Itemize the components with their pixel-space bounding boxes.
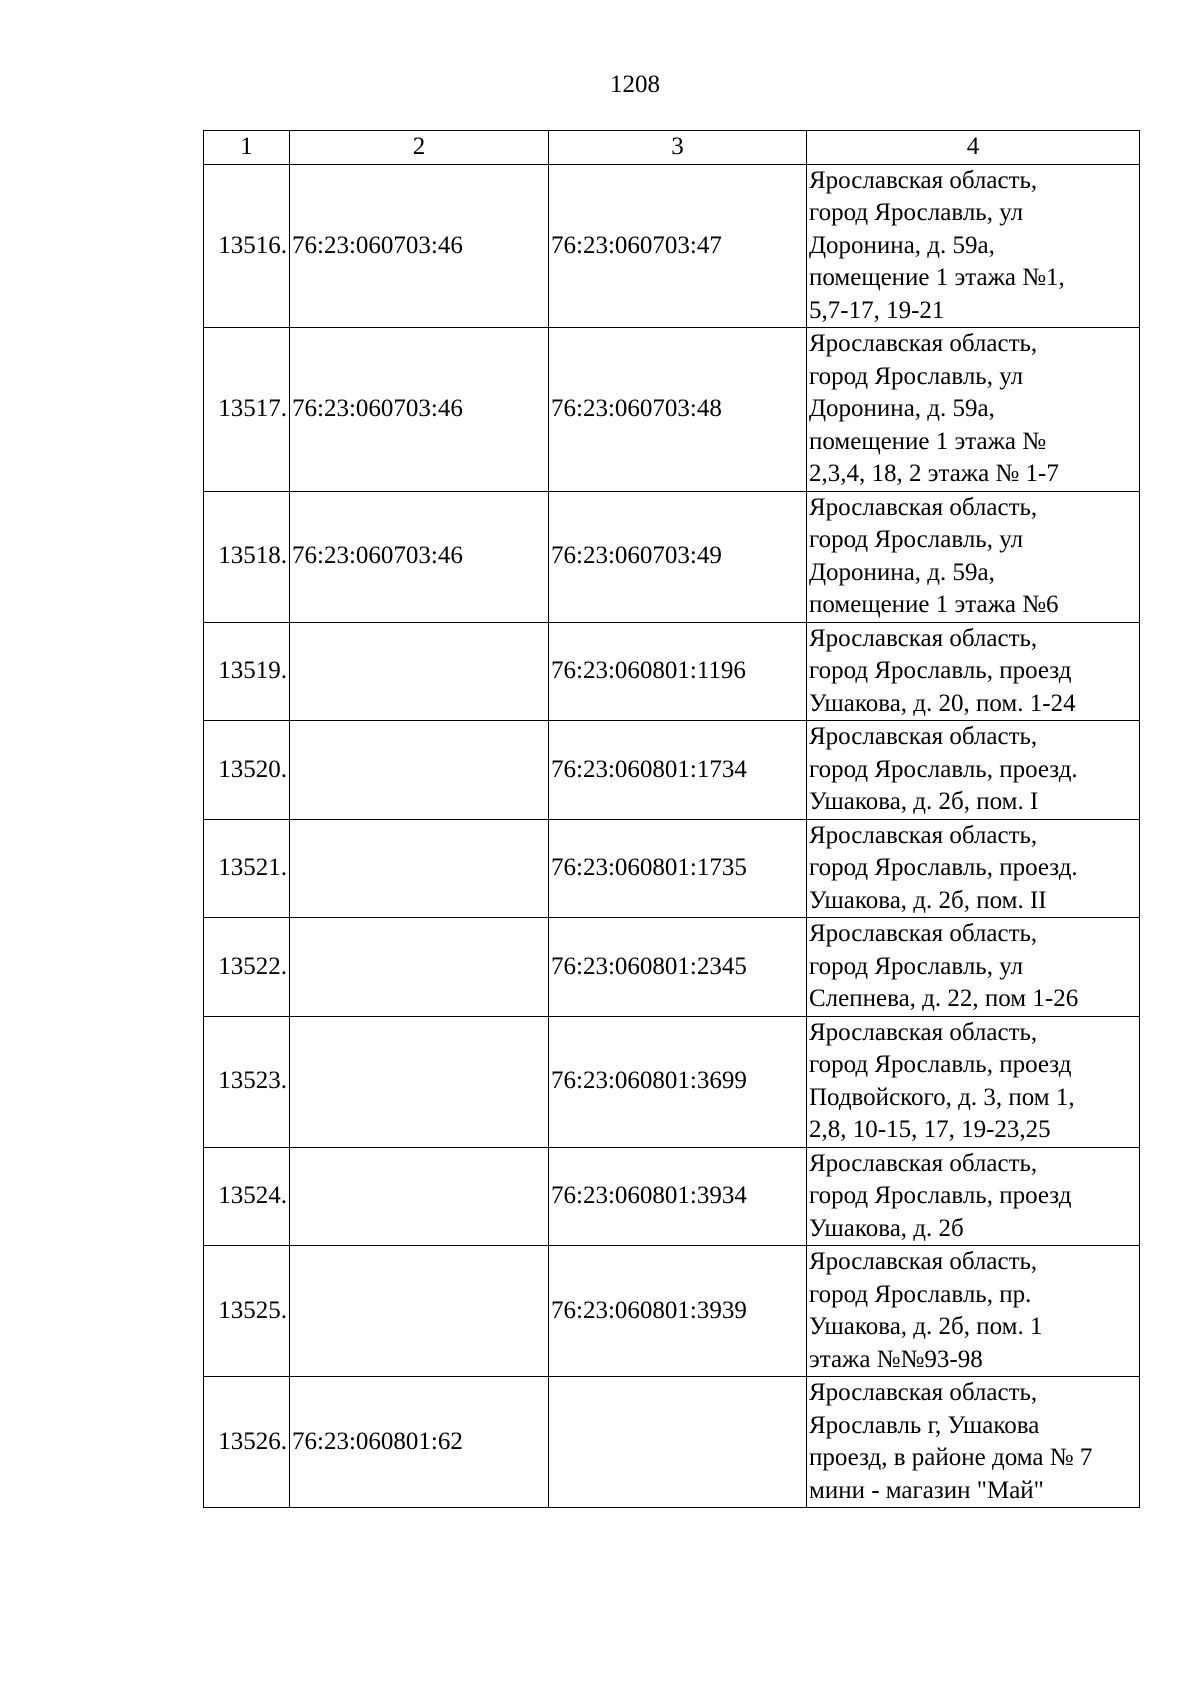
table-header-row bbox=[204, 131, 1140, 165]
row-number-cell: 13525. bbox=[204, 1246, 290, 1377]
address-cell: Ярославская область, город Ярославль, ул Доронина, д. 59а, помещение 1 этажа №6 bbox=[807, 491, 1140, 622]
registry-table bbox=[203, 130, 1140, 1508]
table-row bbox=[204, 164, 1140, 328]
page-number: 1208 bbox=[610, 71, 660, 98]
object-cadastral-number-cell: 76:23:060801:3934 bbox=[549, 1147, 807, 1246]
table-row bbox=[204, 1147, 1140, 1246]
row-number-cell: 13524. bbox=[204, 1147, 290, 1246]
table-row bbox=[204, 491, 1140, 622]
address-cell: Ярославская область, город Ярославль, проезд Подвойского, д. 3, пом 1, 2,8, 10-15, 17, 19-23,25 bbox=[807, 1016, 1140, 1147]
address-cell: Ярославская область, город Ярославль, ул Доронина, д. 59а, помещение 1 этажа № 2,3,4, 18, 2 этажа № 1-7 bbox=[807, 328, 1140, 492]
address-cell: Ярославская область, город Ярославль, проезд Ушакова, д. 2б bbox=[807, 1147, 1140, 1246]
row-number-cell: 13526. bbox=[204, 1377, 290, 1508]
cadastral-number-cell bbox=[290, 918, 549, 1017]
address-cell: Ярославская область, город Ярославль, проезд. Ушакова, д. 2б, пом. II bbox=[807, 819, 1140, 918]
object-cadastral-number-cell: 76:23:060703:47 bbox=[549, 164, 807, 328]
registry-table-body bbox=[204, 131, 1140, 1508]
column-header: 2 bbox=[290, 131, 549, 165]
column-header: 1 bbox=[204, 131, 290, 165]
row-number-cell: 13516. bbox=[204, 164, 290, 328]
row-number-cell: 13521. bbox=[204, 819, 290, 918]
row-number-cell: 13522. bbox=[204, 918, 290, 1017]
cadastral-number-cell bbox=[290, 721, 549, 820]
object-cadastral-number-cell: 76:23:060703:48 bbox=[549, 328, 807, 492]
address-cell: Ярославская область, город Ярославль, проезд Ушакова, д. 20, пом. 1-24 bbox=[807, 622, 1140, 721]
cadastral-number-cell: 76:23:060703:46 bbox=[290, 164, 549, 328]
cadastral-number-cell: 76:23:060703:46 bbox=[290, 328, 549, 492]
object-cadastral-number-cell: 76:23:060801:2345 bbox=[549, 918, 807, 1017]
cadastral-number-cell bbox=[290, 1016, 549, 1147]
table-row bbox=[204, 1246, 1140, 1377]
table-row bbox=[204, 819, 1140, 918]
table-row bbox=[204, 918, 1140, 1017]
cadastral-number-cell: 76:23:060801:62 bbox=[290, 1377, 549, 1508]
column-header: 3 bbox=[549, 131, 807, 165]
column-header: 4 bbox=[807, 131, 1140, 165]
address-cell: Ярославская область, город Ярославль, проезд. Ушакова, д. 2б, пом. I bbox=[807, 721, 1140, 820]
object-cadastral-number-cell: 76:23:060801:1734 bbox=[549, 721, 807, 820]
object-cadastral-number-cell: 76:23:060801:1196 bbox=[549, 622, 807, 721]
row-number-cell: 13517. bbox=[204, 328, 290, 492]
object-cadastral-number-cell: 76:23:060801:3699 bbox=[549, 1016, 807, 1147]
table-row bbox=[204, 328, 1140, 492]
object-cadastral-number-cell: 76:23:060703:49 bbox=[549, 491, 807, 622]
object-cadastral-number-cell bbox=[549, 1377, 807, 1508]
table-row bbox=[204, 1016, 1140, 1147]
address-cell: Ярославская область, город Ярославль, пр. Ушакова, д. 2б, пом. 1 этажа №№93-98 bbox=[807, 1246, 1140, 1377]
object-cadastral-number-cell: 76:23:060801:1735 bbox=[549, 819, 807, 918]
address-cell: Ярославская область, город Ярославль, ул Слепнева, д. 22, пом 1-26 bbox=[807, 918, 1140, 1017]
table-row bbox=[204, 1377, 1140, 1508]
cadastral-number-cell: 76:23:060703:46 bbox=[290, 491, 549, 622]
row-number-cell: 13519. bbox=[204, 622, 290, 721]
cadastral-number-cell bbox=[290, 622, 549, 721]
table-row bbox=[204, 622, 1140, 721]
row-number-cell: 13518. bbox=[204, 491, 290, 622]
cadastral-number-cell bbox=[290, 1147, 549, 1246]
row-number-cell: 13520. bbox=[204, 721, 290, 820]
cadastral-number-cell bbox=[290, 819, 549, 918]
address-cell: Ярославская область, город Ярославль, ул Доронина, д. 59а, помещение 1 этажа №1, 5,7-17, 19-21 bbox=[807, 164, 1140, 328]
cadastral-number-cell bbox=[290, 1246, 549, 1377]
table-row bbox=[204, 721, 1140, 820]
address-cell: Ярославская область, Ярославль г, Ушакова проезд, в районе дома № 7 мини - магазин "Май" bbox=[807, 1377, 1140, 1508]
row-number-cell: 13523. bbox=[204, 1016, 290, 1147]
object-cadastral-number-cell: 76:23:060801:3939 bbox=[549, 1246, 807, 1377]
